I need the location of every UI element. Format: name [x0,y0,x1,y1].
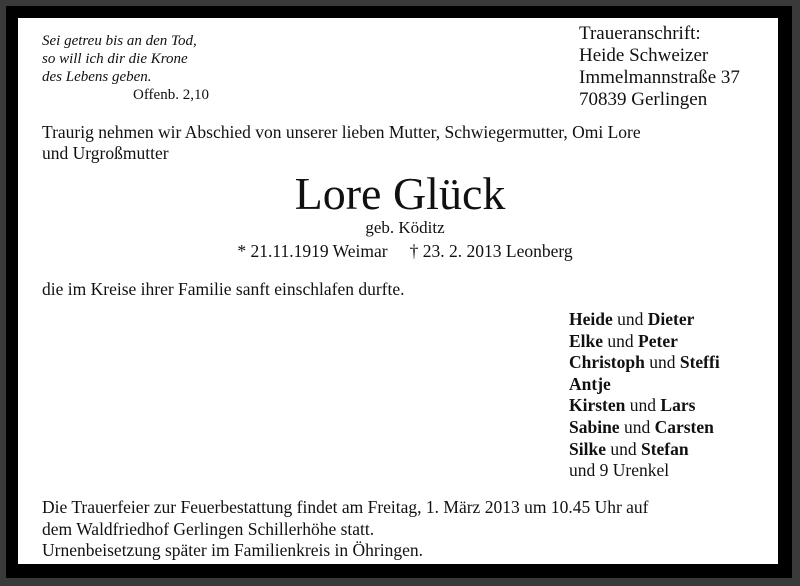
family-line: Elke und Peter [569,330,678,351]
family-line: Sabine und Carsten [569,416,714,437]
family-line: Silke und Stefan [569,438,689,459]
passed-text: die im Kreise ihrer Familie sanft einschlafen durfte. [42,279,405,299]
address-street: Immelmannstraße 37 [579,67,740,88]
verse-line: Sei getreu bis an den Tod, [42,33,197,49]
bible-verse [42,32,209,104]
family-line: Antje [569,373,611,394]
intro-text [42,122,641,164]
address-name: Heide Schweizer [579,45,709,66]
birth-date: * 21.11.1919 Weimar [237,241,388,261]
death-date: † 23. 2. 2013 Leonberg [409,241,573,261]
intro-line: und Urgroßmutter [42,143,169,163]
family-line: Heide und Dieter [569,309,695,329]
birth-name: geb. Köditz [365,218,445,237]
funeral-line: dem Waldfriedhof Gerlingen Schillerhöhe statt. [42,518,375,539]
intro-line: Traurig nehmen wir Abschied von unserer lieben Mutter, Schwiegermutter, Omi Lore [42,122,641,142]
funeral-info [42,497,649,562]
family-list [569,309,720,482]
address-heading: Traueranschrift: [579,23,701,44]
verse-line: so will ich dir die Krone [42,51,188,67]
family-line: Kirsten und Lars [569,395,696,416]
verse-reference: Offenb. 2,10 [133,87,209,103]
family-line: und 9 Urenkel [569,460,670,481]
mourning-address [579,23,740,111]
life-dates [0,240,800,262]
family-line: Christoph und Steffi [569,352,720,373]
deceased-name: Lore Glück [294,168,506,219]
verse-line: des Lebens geben. [42,69,152,85]
burial-line: Urnenbeisetzung später im Familienkreis in Öhringen. [42,540,424,560]
funeral-line: Die Trauerfeier zur Feuerbestattung findet am Freitag, 1. März 2013 um 10.45 Uhr auf [42,497,649,517]
address-city: 70839 Gerlingen [579,89,708,110]
